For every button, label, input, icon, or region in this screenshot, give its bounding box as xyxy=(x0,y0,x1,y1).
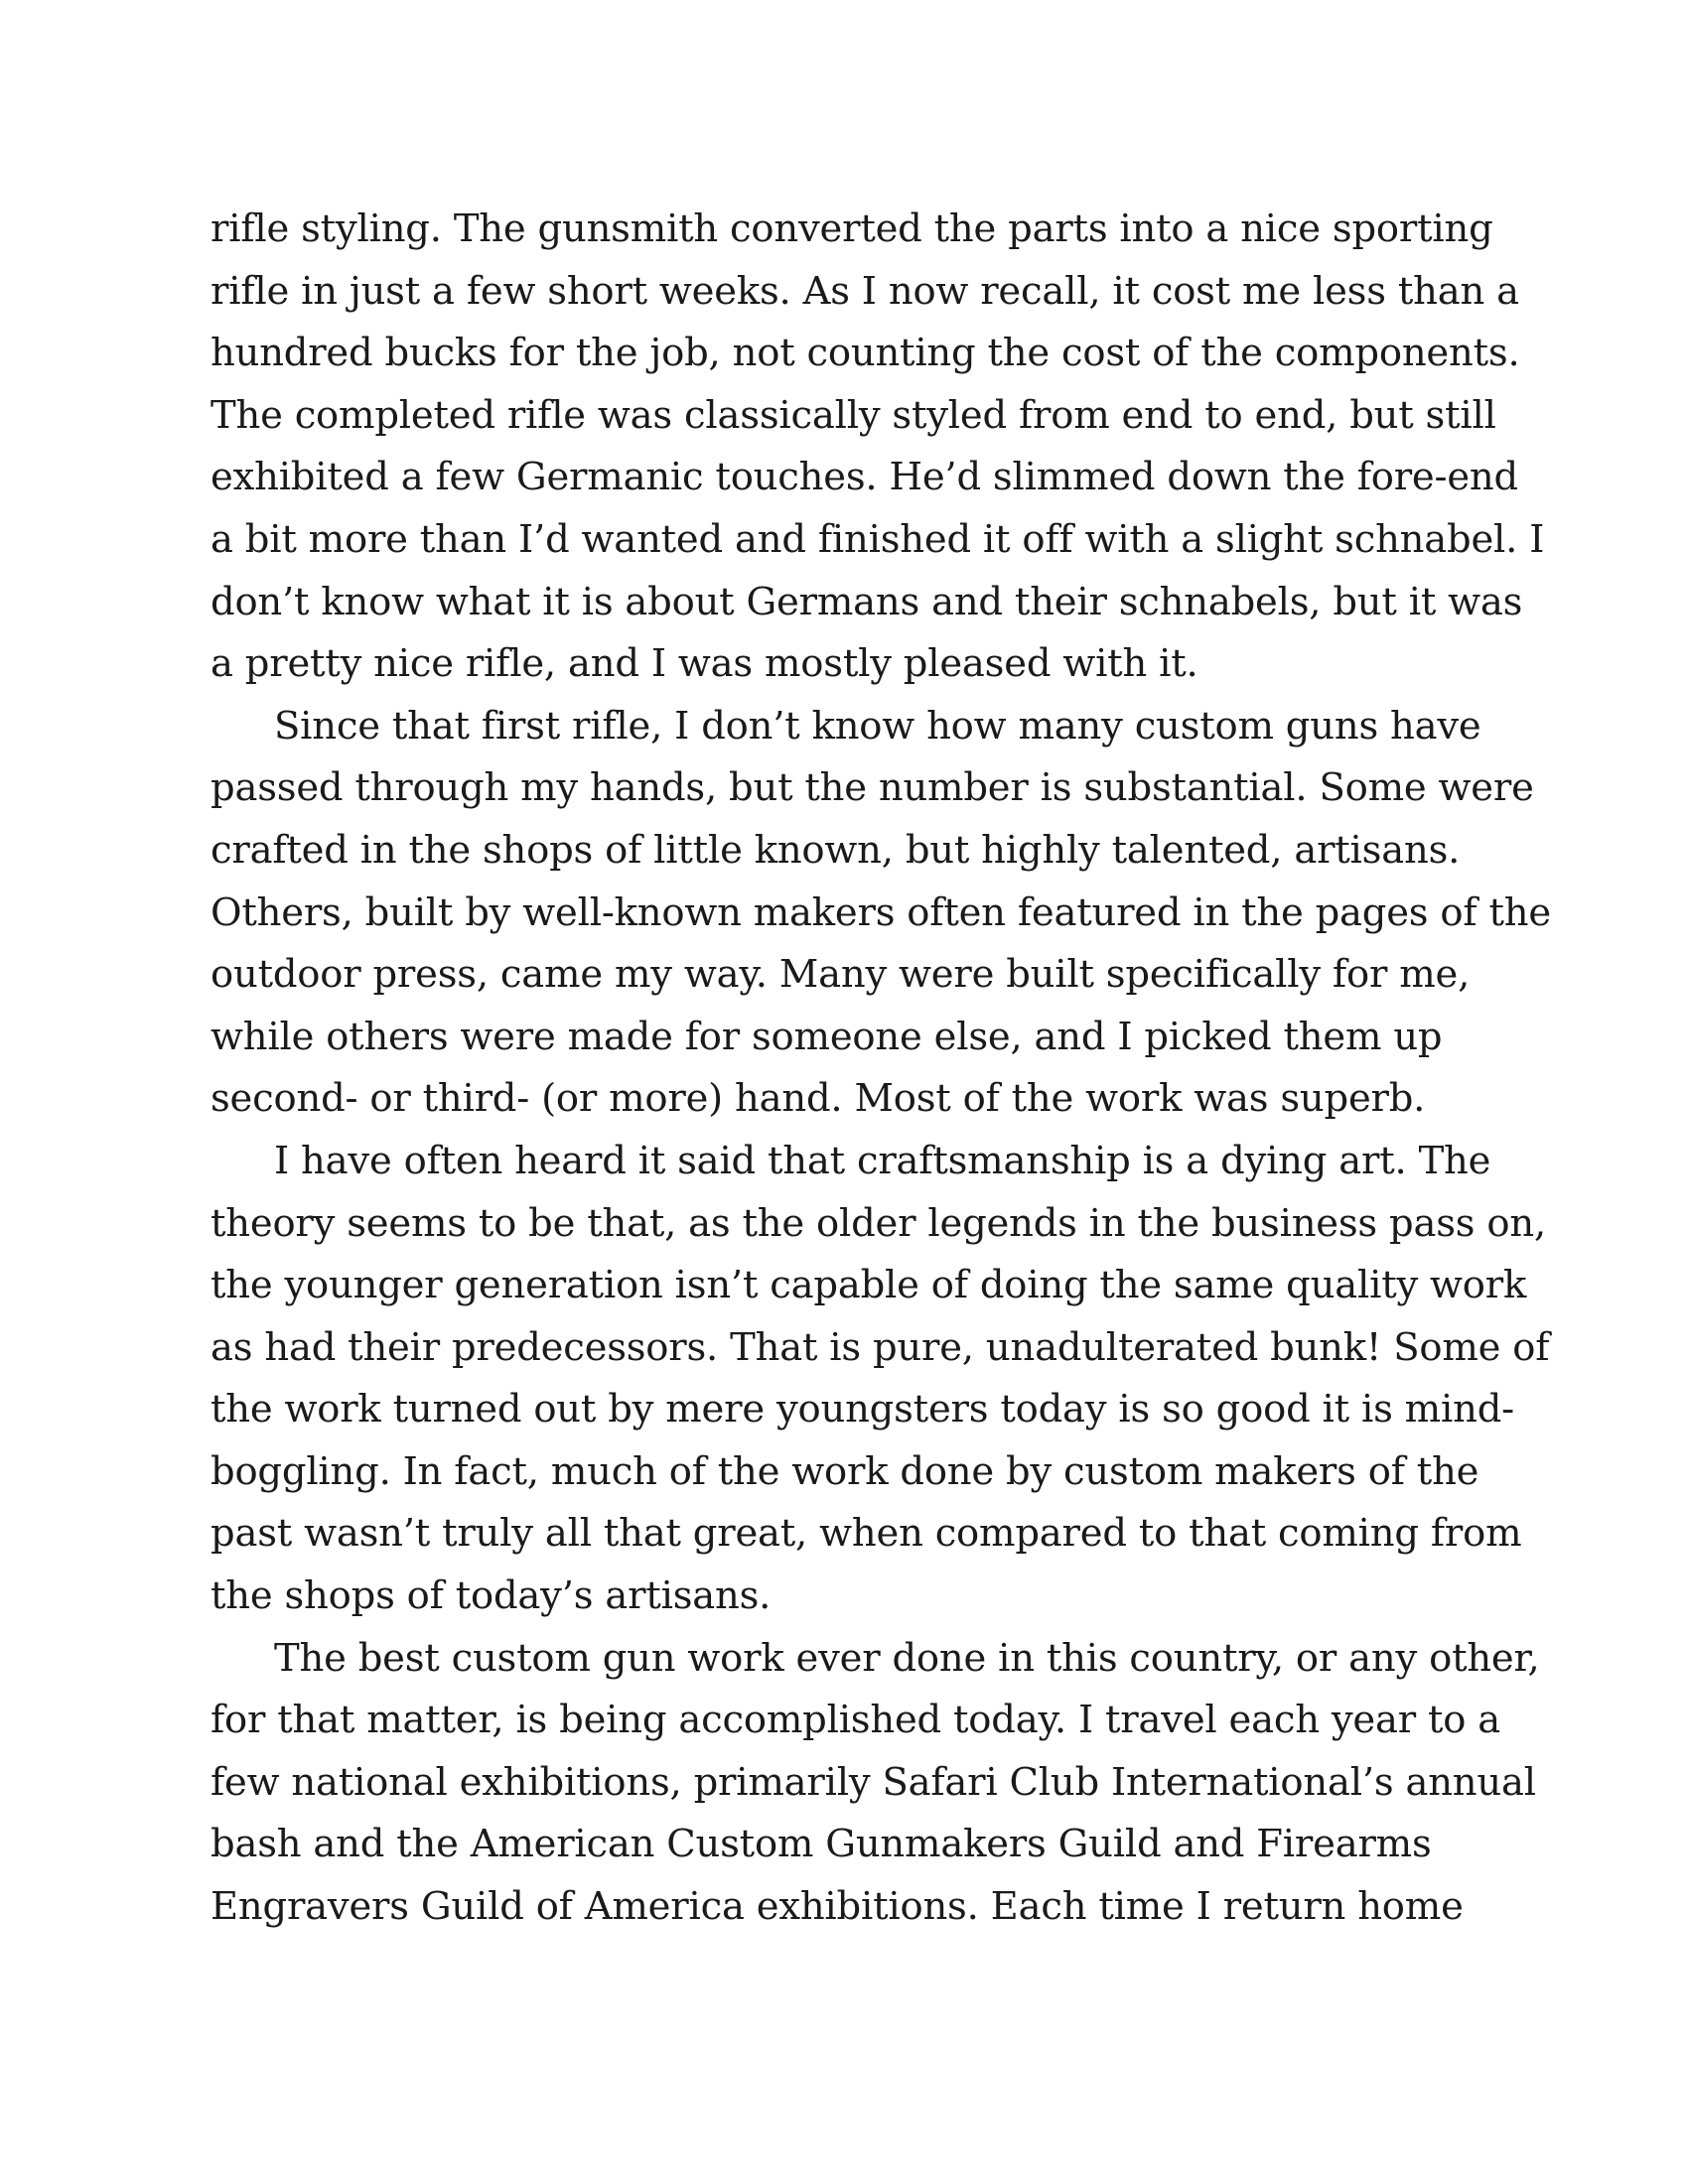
text-line: a pretty nice rifle, and I was mostly pleased with it. xyxy=(211,641,1198,687)
paragraph-4 xyxy=(211,1628,1540,1939)
text-line: past wasn’t truly all that great, when compared to that coming from xyxy=(211,1511,1522,1557)
body-text xyxy=(211,199,1551,1939)
text-line: crafted in the shops of little known, but highly talented, artisans. xyxy=(211,827,1461,873)
text-line: passed through my hands, but the number is substantial. Some were xyxy=(211,765,1534,811)
text-line: boggling. In fact, much of the work done by custom makers of the xyxy=(211,1448,1479,1494)
text-line: The completed rifle was classically styled from end to end, but still xyxy=(211,392,1496,438)
paragraph-2 xyxy=(211,696,1551,1131)
text-line: the younger generation isn’t capable of doing the same quality work xyxy=(211,1263,1527,1308)
text-line: while others were made for someone else, and I picked them up xyxy=(211,1014,1443,1059)
text-line: as had their predecessors. That is pure, unadulterated bunk! Some of xyxy=(211,1324,1550,1370)
text-line: the shops of today’s artisans. xyxy=(211,1573,772,1619)
text-line: outdoor press, came my way. Many were built specifically for me, xyxy=(211,952,1471,998)
text-line: Since that first rifle, I don’t know how many custom guns have xyxy=(274,703,1481,749)
paragraph-1 xyxy=(211,199,1545,696)
text-line: I have often heard it said that craftsmanship is a dying art. The xyxy=(274,1138,1491,1183)
text-line: second- or third- (or more) hand. Most of the work was superb. xyxy=(211,1076,1426,1122)
text-line: Engravers Guild of America exhibitions. Each time I return home xyxy=(211,1884,1464,1930)
text-line: don’t know what it is about Germans and their schnabels, but it was xyxy=(211,579,1523,624)
text-line: exhibited a few Germanic touches. He’d slimmed down the fore-end xyxy=(211,455,1518,500)
text-line: bash and the American Custom Gunmakers Guild and Firearms xyxy=(211,1822,1432,1867)
text-line: theory seems to be that, as the older legends in the business pass on, xyxy=(211,1200,1546,1246)
text-line: Others, built by well-known makers often featured in the pages of the xyxy=(211,889,1551,935)
text-line: a bit more than I’d wanted and finished it off with a slight schnabel. I xyxy=(211,516,1545,562)
text-line: rifle in just a few short weeks. As I now recall, it cost me less than a xyxy=(211,268,1519,314)
paragraph-3 xyxy=(211,1131,1550,1628)
text-line: rifle styling. The gunsmith converted the parts into a nice sporting xyxy=(211,206,1493,251)
text-line: hundred bucks for the job, not counting the cost of the components. xyxy=(211,331,1520,376)
text-line: The best custom gun work ever done in this country, or any other, xyxy=(274,1635,1540,1681)
text-line: few national exhibitions, primarily Safari Club International’s annual xyxy=(211,1759,1536,1805)
text-line: the work turned out by mere youngsters today is so good it is mind- xyxy=(211,1387,1514,1433)
text-line: for that matter, is being accomplished today. I travel each year to a xyxy=(211,1698,1501,1743)
